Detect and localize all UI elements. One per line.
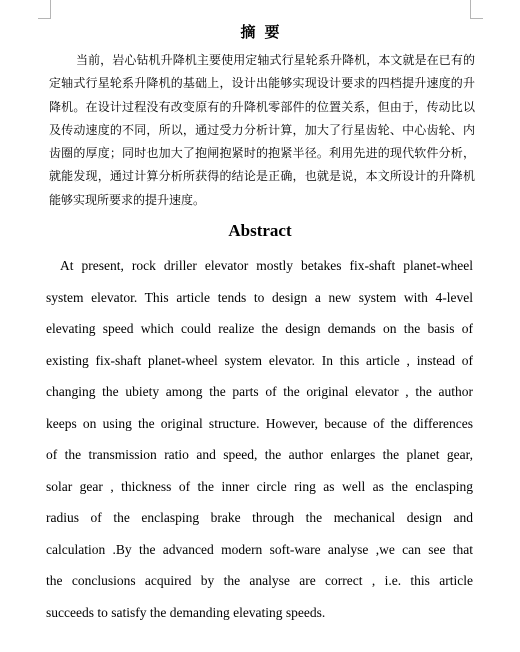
chinese-abstract-line: 及传动速度的不同，所以，通过受力分析计算，加大了行星齿轮、中心齿轮、内	[49, 122, 475, 137]
page-corner-mark-left	[38, 0, 51, 19]
english-abstract-line: calculation .By the advanced modern soft-ware analyse ,we can see that	[46, 541, 473, 557]
english-abstract-line: system elevator. This article tends to design a new system with 4-level	[46, 289, 473, 305]
chinese-abstract-line: 定轴式行星轮系升降机的基础上，设计出能够实现设计要求的四档提升速度的升	[49, 76, 475, 91]
english-abstract-line: keeps on using the original structure. However, because of the differences	[46, 415, 473, 431]
chinese-abstract-line: 就能发现，通过计算分析所获得的结论是正确，也就是说，本文所设计的升降机	[49, 169, 475, 184]
english-abstract-line: the conclusions acquired by the analyse are correct , i.e. this article	[46, 573, 473, 588]
english-abstract-line: changing the ubiety among the parts of the original elevator , the author	[46, 384, 473, 399]
chinese-abstract-body	[49, 49, 475, 212]
english-abstract-line: existing fix-shaft planet-wheel system elevator. In this article , instead of	[46, 352, 473, 368]
english-abstract-line: elevating speed which could realize the design demands on the basis of	[46, 321, 473, 336]
page-corner-mark-right	[470, 0, 483, 19]
chinese-abstract-line: 齿圈的厚度；同时也加大了抱闸抱紧时的抱紧半径。利用先进的现代软件分析，	[49, 146, 475, 161]
english-abstract-title: Abstract	[228, 221, 292, 240]
chinese-abstract-line: 能够实现所要求的提升速度。	[49, 192, 206, 207]
chinese-abstract-line: 降机。在设计过程没有改变原有的升降机零部件的位置关系，但由于，传动比以	[49, 99, 475, 114]
chinese-abstract-line: 当前，岩心钻机升降机主要使用定轴式行星轮系升降机，本文就是在已有的	[76, 53, 475, 67]
english-abstract-line: At present, rock driller elevator mostly betakes fix-shaft planet-wheel	[60, 258, 473, 273]
english-abstract-line: of the transmission ratio and speed, the author enlarges the planet gear,	[46, 447, 473, 462]
chinese-abstract-title: 摘要	[240, 23, 289, 41]
english-abstract-line: succeeds to satisfy the demanding elevating speeds.	[46, 604, 326, 620]
english-abstract-body	[46, 250, 473, 628]
english-abstract-line: solar gear , thickness of the inner circle ring as well as the enclasping	[46, 478, 473, 494]
english-abstract-line: radius of the enclasping brake through the mechanical design and	[46, 510, 473, 525]
